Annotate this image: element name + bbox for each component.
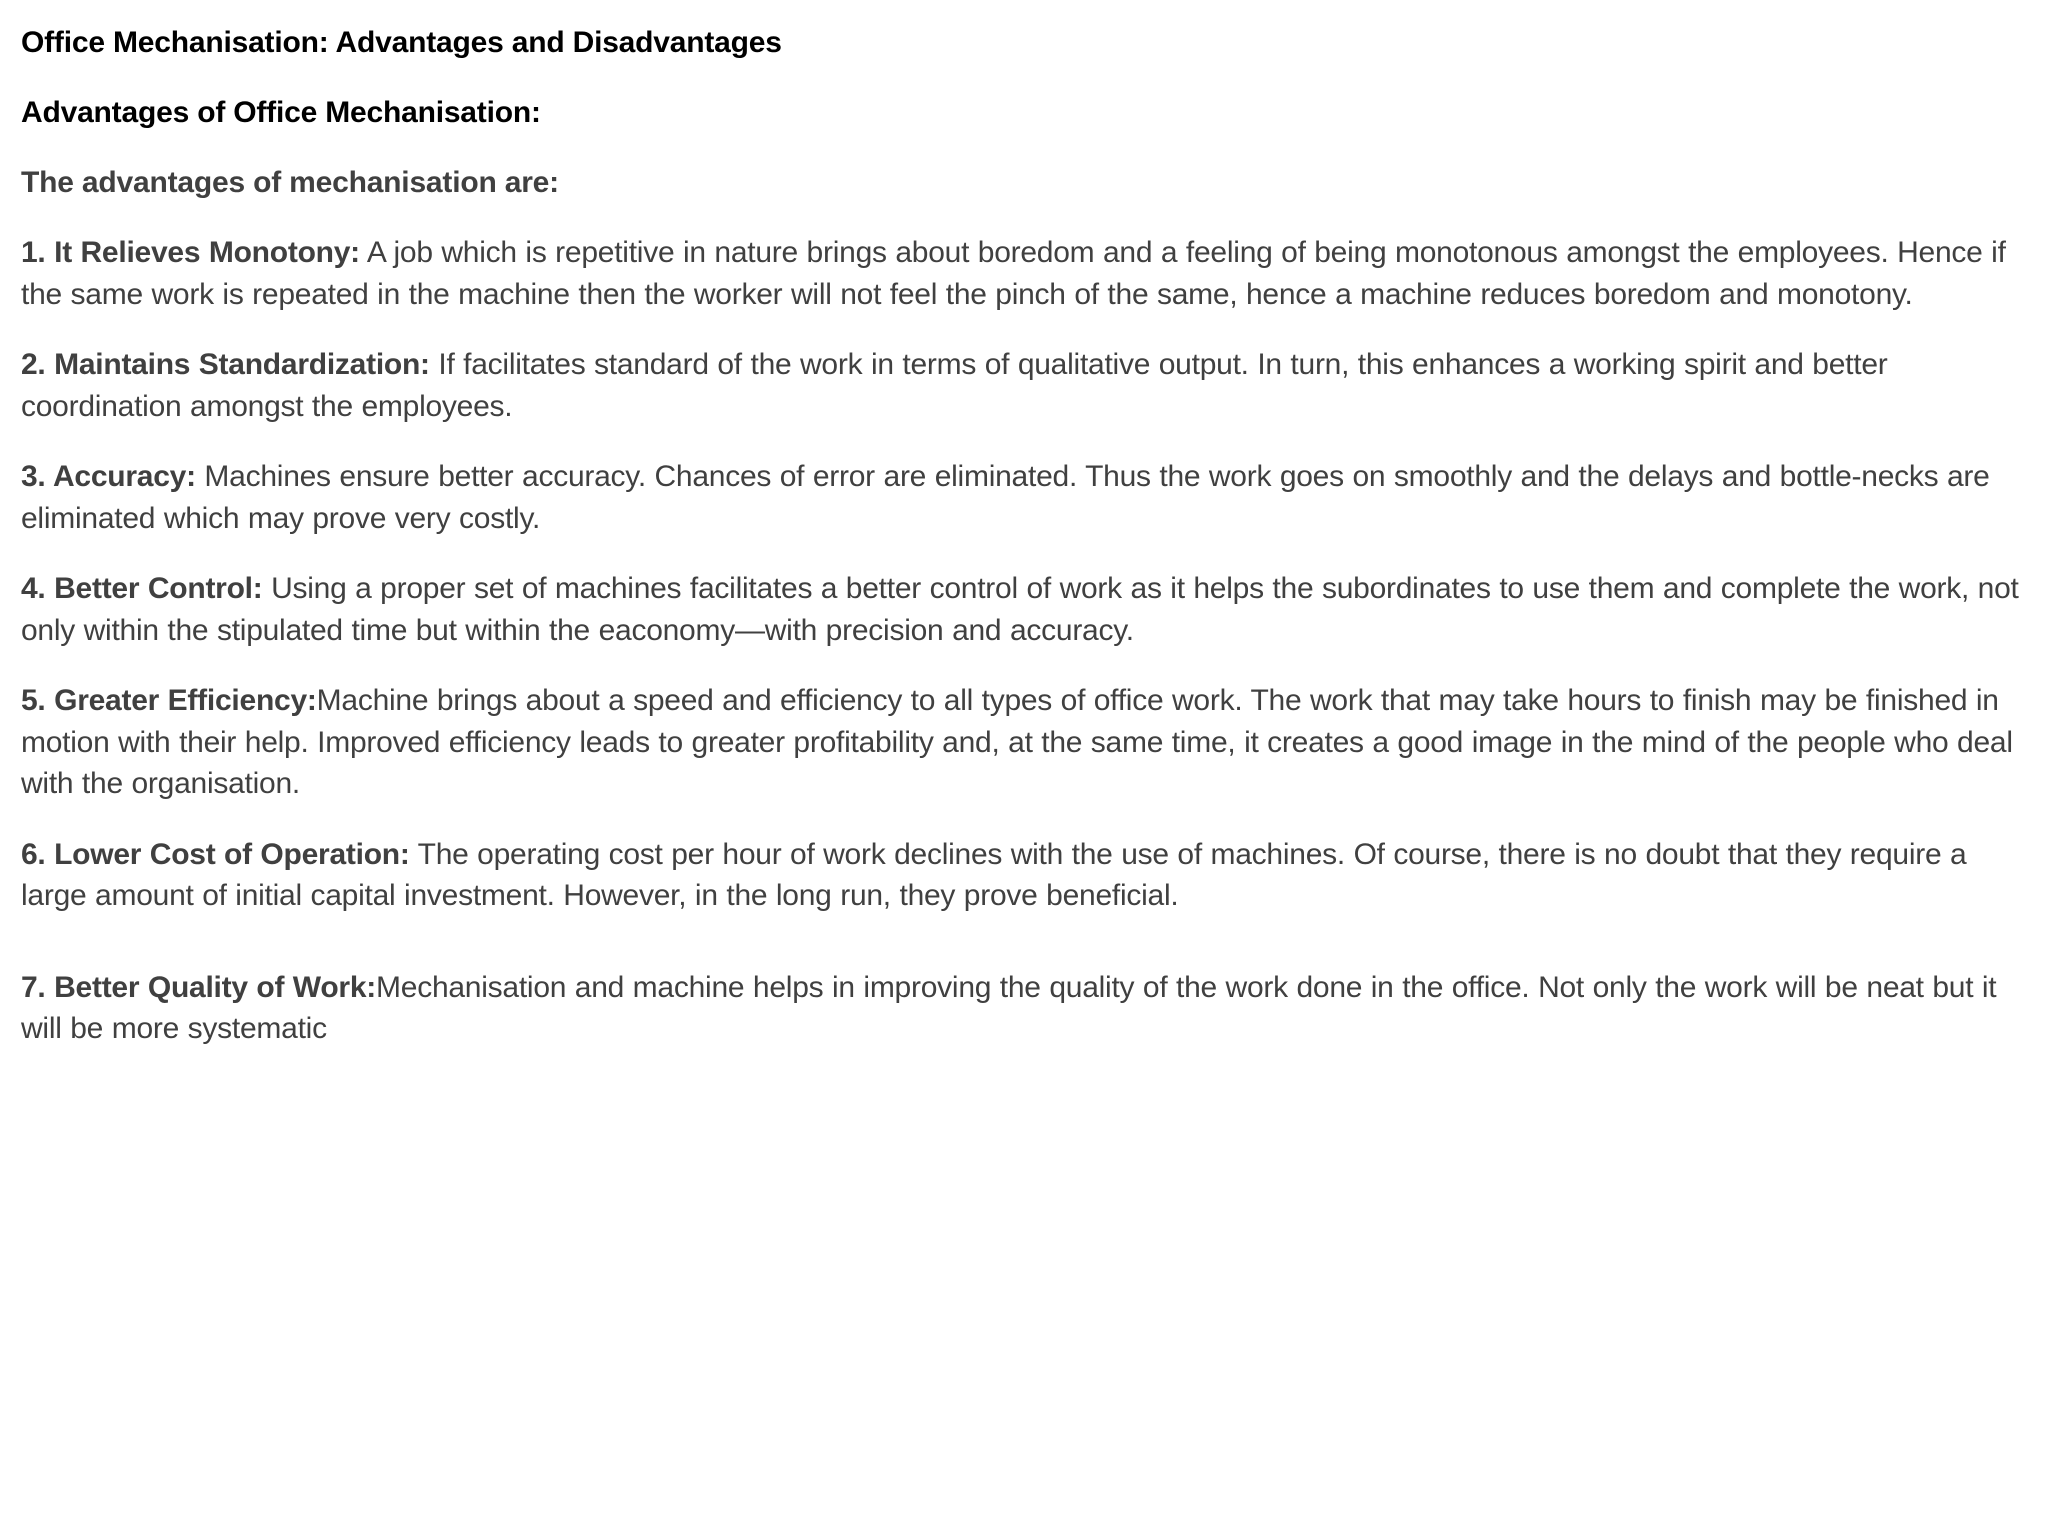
advantage-text: The operating cost per hour of work declines with the use of machines. Of course, there is no doubt that they require a large amount of initial capital investment. However, in the long run, they prove beneficial. [21, 837, 1967, 912]
advantage-lead: 7. Better Quality of Work: [21, 970, 377, 1004]
advantage-lead: 2. Maintains Standardization: [21, 348, 430, 381]
section-heading: Advantages of Office Mechanisation: [21, 96, 541, 129]
advantage-text: Mechanisation and machine helps in improving the quality of the work done in the office. Not only the work will be neat but it will be more systematic [21, 970, 1997, 1045]
advantage-item-4 [21, 568, 2031, 651]
advantage-item-5 [21, 680, 2031, 805]
advantage-text: A job which is repetitive in nature brings about boredom and a feeling of being monotonous amongst the employees. Hence if the same work is repeated in the machine then the worker will not feel the pinch of the same, hence a machine reduces boredom and monotony. [21, 236, 2006, 311]
advantage-item-6 [21, 834, 2031, 917]
intro-text: The advantages of mechanisation are: [21, 166, 559, 199]
advantage-lead: 4. Better Control: [21, 572, 263, 605]
document-page [21, 22, 2031, 1079]
advantage-item-1 [21, 232, 2031, 315]
document-title: Office Mechanisation: Advantages and Disadvantages [21, 26, 782, 59]
advantage-lead: 3. Accuracy: [21, 460, 196, 493]
advantage-lead: 1. It Relieves Monotony: [21, 236, 360, 269]
advantage-text: Using a proper set of machines facilitates a better control of work as it helps the subordinates to use them and complete the work, not only within the stipulated time but within the eaconomy—with precision and accuracy. [21, 572, 2019, 647]
advantage-item-7 [21, 967, 2031, 1050]
advantage-item-2 [21, 344, 2031, 427]
advantage-text: Machines ensure better accuracy. Chances of error are eliminated. Thus the work goes on smoothly and the delays and bottle-necks are eliminated which may prove very costly. [21, 460, 1990, 535]
advantage-lead: 6. Lower Cost of Operation: [21, 837, 410, 871]
advantage-lead: 5. Greater Efficiency: [21, 684, 317, 717]
advantage-item-3 [21, 456, 2031, 539]
advantage-text: Machine brings about a speed and efficiency to all types of office work. The work that may take hours to finish may be finished in motion with their help. Improved efficiency leads to greater profitability and, at the same time, it creates a good image in the mind of the people who deal with the organisation. [21, 684, 2013, 800]
advantage-text: If facilitates standard of the work in terms of qualitative output. In turn, this enhances a working spirit and better coordination amongst the employees. [21, 348, 1888, 423]
